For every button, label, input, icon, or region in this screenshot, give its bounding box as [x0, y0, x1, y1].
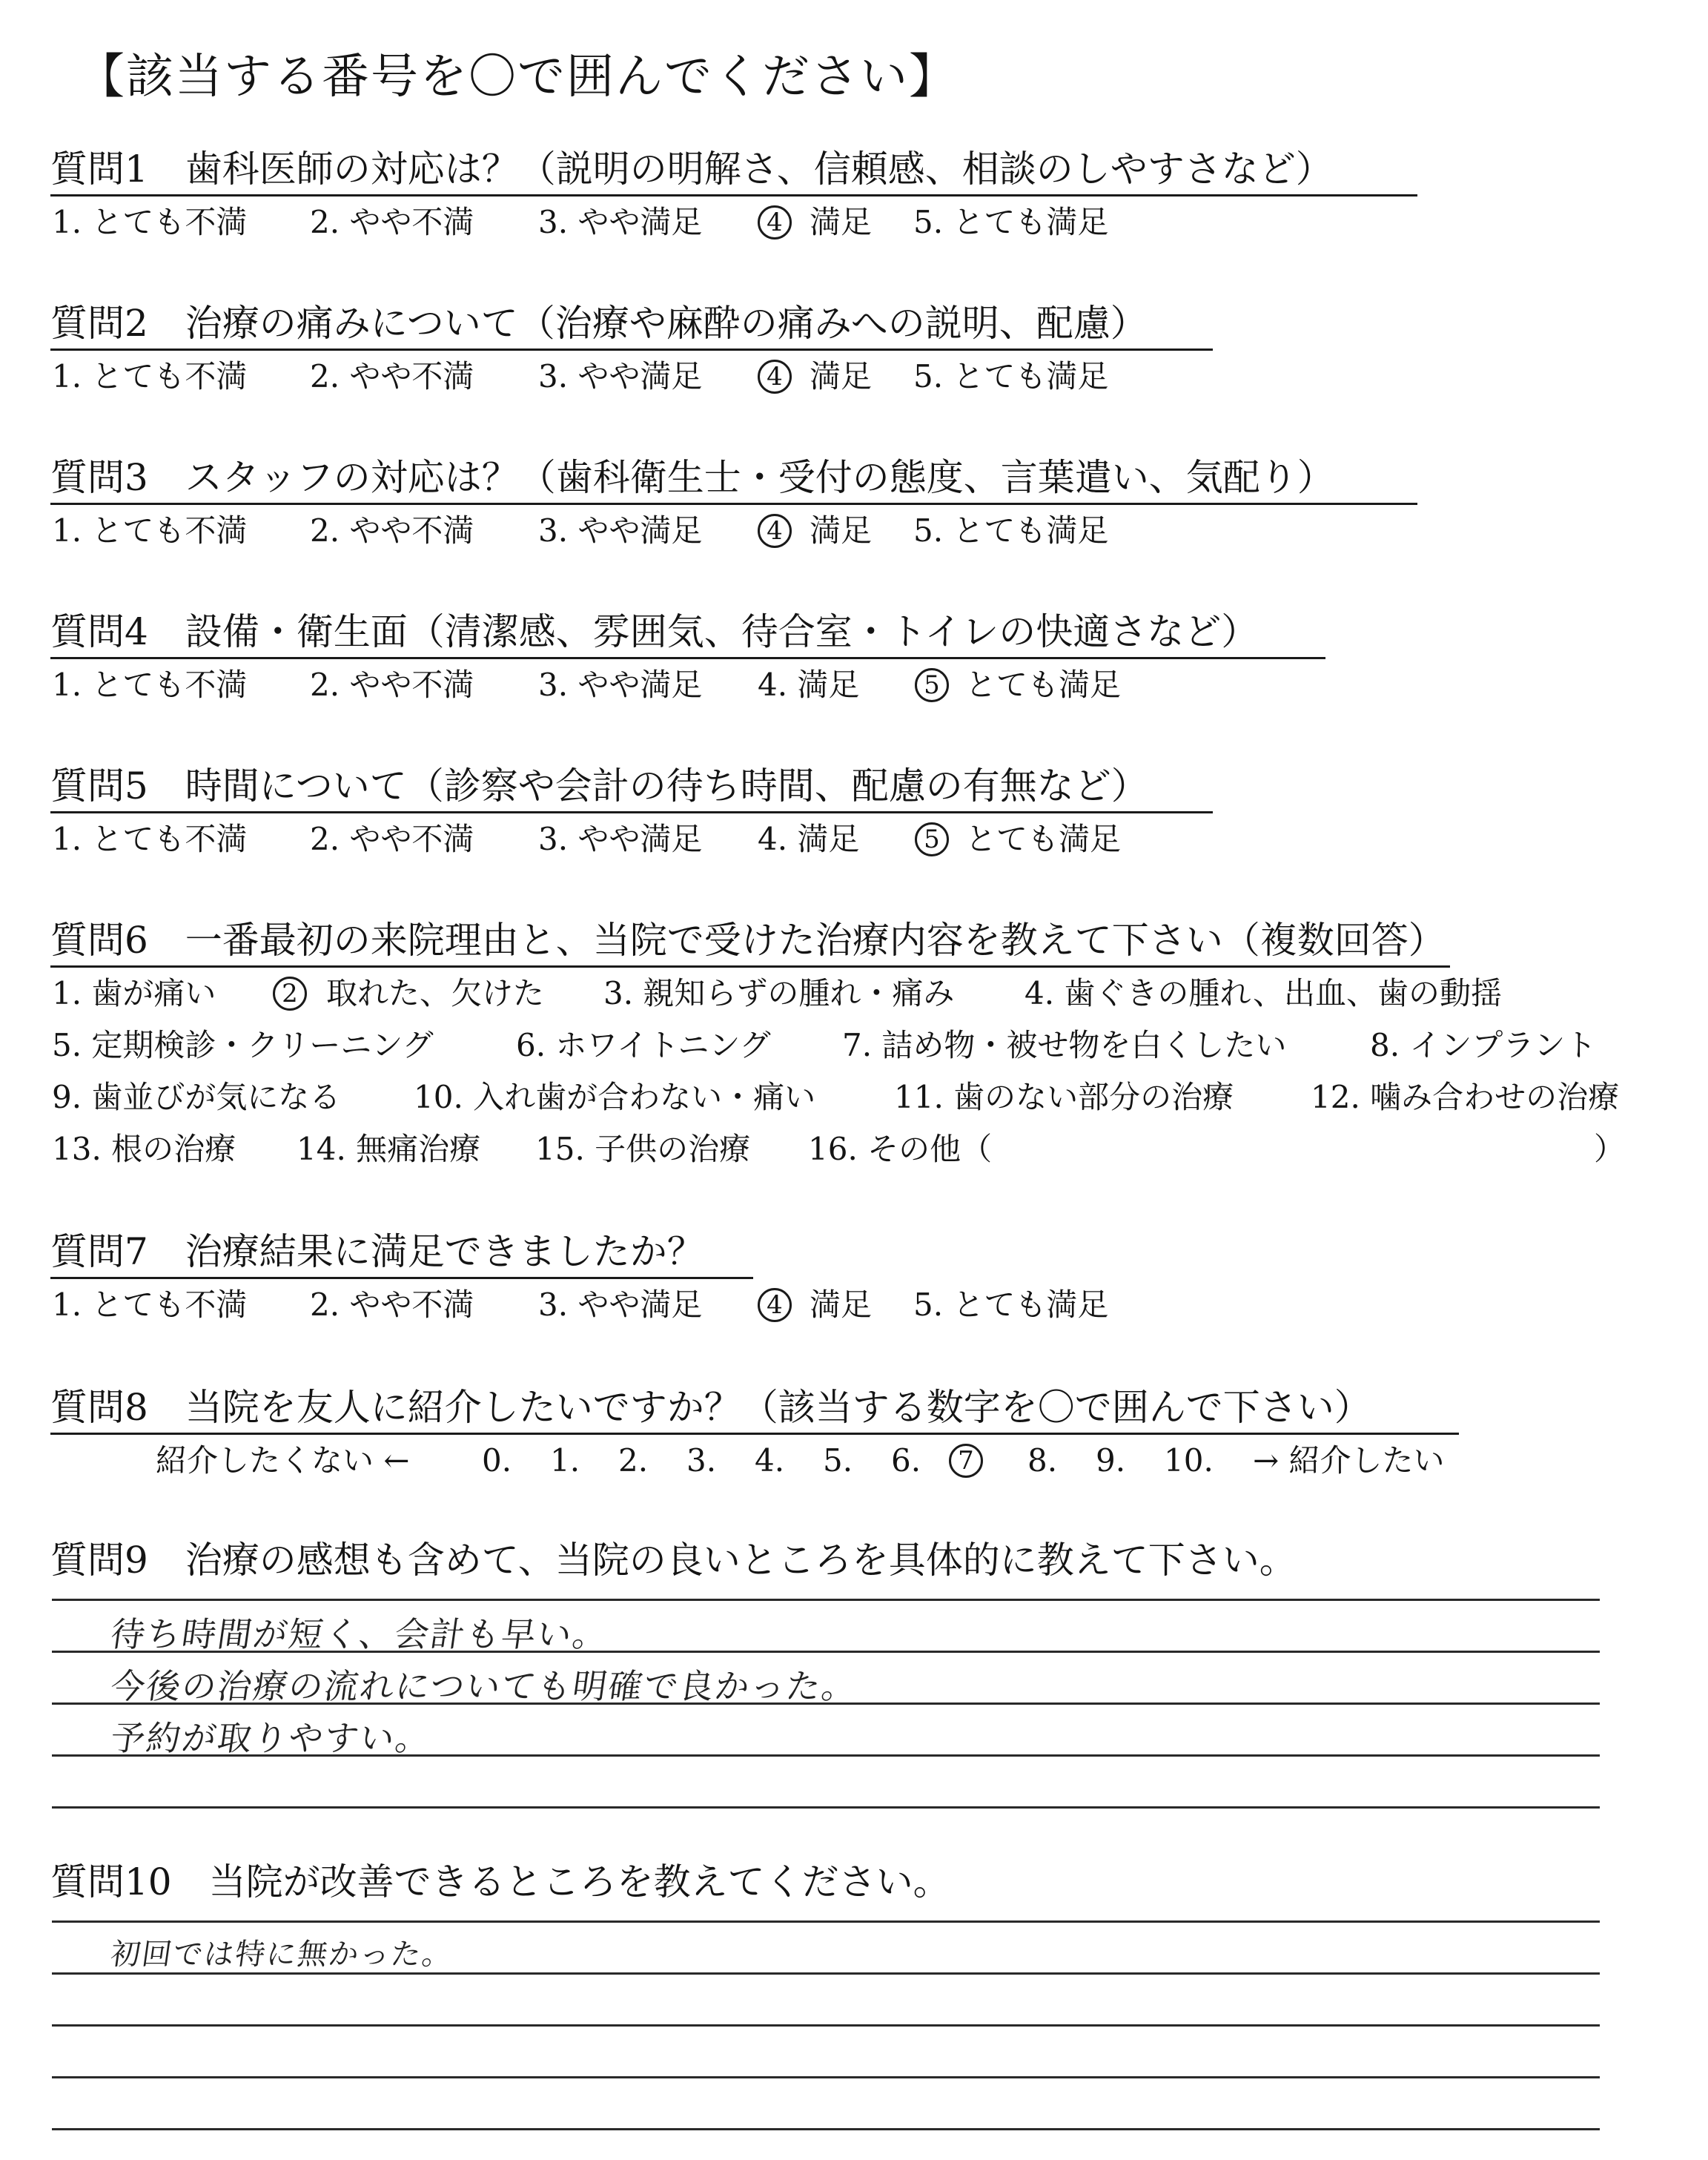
question-1-underline — [50, 194, 1417, 196]
q6-option-12[interactable]: 12. 噛み合わせの治療 — [1311, 1079, 1620, 1115]
question-7-label: 質問7 治療結果に満足できましたか？ — [50, 1230, 704, 1273]
q1-option-4-label: 満足 — [810, 204, 873, 240]
q4-option-1[interactable]: 1. とても不満 — [52, 667, 248, 703]
question-2-options — [52, 356, 1312, 400]
question-3-label: 質問3 スタッフの対応は？（歯科衛生士・受付の態度、言葉遣い、気配り） — [50, 456, 1334, 499]
question-5-underline — [50, 811, 1213, 813]
q8-score-5[interactable]: 5. — [823, 1442, 853, 1479]
answer-line — [52, 1806, 1600, 1809]
q8-score-10[interactable]: 10. — [1164, 1442, 1214, 1479]
q6-option-15[interactable]: 15. 子供の治療 — [535, 1131, 751, 1167]
q6-option-14[interactable]: 14. 無痛治療 — [297, 1131, 481, 1167]
question-6-underline — [50, 965, 1450, 968]
q6-other-close-paren: ） — [1594, 1131, 1626, 1167]
selection-circle: 4 — [758, 514, 792, 548]
q5-option-5-label: とても満足 — [965, 821, 1122, 857]
question-4-label: 質問4 設備・衛生面（清潔感、雰囲気、待合室・トイレの快適さなど） — [50, 610, 1259, 653]
q8-score-9[interactable]: 9. — [1096, 1442, 1126, 1479]
q9-answer-line-3: 予約が取りやすい。 — [107, 1718, 434, 1758]
question-4-options — [52, 664, 1312, 709]
q2-option-4-label: 満足 — [810, 358, 873, 394]
q6-option-11[interactable]: 11. 歯のない部分の治療 — [894, 1079, 1234, 1115]
q8-score-4[interactable]: 4. — [755, 1442, 785, 1479]
answer-line — [52, 2076, 1600, 2078]
question-7-options — [52, 1284, 1312, 1329]
q6-option-3[interactable]: 3. 親知らずの腫れ・痛み — [603, 975, 955, 1011]
question-10-label: 質問10 当院が改善できるところを教えてください。 — [50, 1860, 950, 1903]
q6-option-2-circled[interactable] — [273, 973, 307, 1014]
q7-option-4-label: 満足 — [810, 1287, 873, 1323]
question-2-label: 質問2 治療の痛みについて（治療や麻酔の痛みへの説明、配慮） — [50, 302, 1148, 345]
q3-option-4-circled[interactable] — [758, 510, 792, 552]
q3-option-3[interactable]: 3. やや満足 — [538, 512, 703, 549]
q4-option-4[interactable]: 4. 満足 — [758, 667, 860, 703]
q5-option-2[interactable]: 2. やや不満 — [310, 821, 474, 857]
q2-option-1[interactable]: 1. とても不満 — [52, 358, 248, 394]
q6-option-8[interactable]: 8. インプラント — [1370, 1027, 1597, 1063]
q3-option-4-label: 満足 — [810, 512, 873, 549]
q6-option-1[interactable]: 1. 歯が痛い — [52, 975, 216, 1011]
q5-option-4[interactable]: 4. 満足 — [758, 821, 860, 857]
q6-option-10[interactable]: 10. 入れ歯が合わない・痛い — [414, 1079, 816, 1115]
q7-option-5[interactable]: 5. とても満足 — [913, 1287, 1109, 1323]
q8-right-label: → 紹介したい — [1253, 1442, 1445, 1479]
q9-answer-line-2: 今後の治療の流れについても明確で良かった。 — [107, 1666, 861, 1706]
q6-option-7[interactable]: 7. 詰め物・被せ物を白くしたい — [842, 1027, 1287, 1063]
q6-option-2-label: 取れた、欠けた — [326, 975, 545, 1011]
q6-row-4 — [52, 1129, 1668, 1173]
q3-option-5[interactable]: 5. とても満足 — [913, 512, 1109, 549]
answer-line — [52, 1920, 1600, 1923]
q1-option-3[interactable]: 3. やや満足 — [538, 204, 703, 240]
q9-answer-line-1: 待ち時間が短く、会計も早い。 — [107, 1614, 612, 1654]
question-1-label: 質問1 歯科医師の対応は？（説明の明解さ、信頼感、相談のしやすさなど） — [50, 148, 1333, 191]
question-2-underline — [50, 349, 1213, 351]
q6-option-4[interactable]: 4. 歯ぐきの腫れ、出血、歯の動揺 — [1025, 975, 1502, 1011]
q1-option-1[interactable]: 1. とても不満 — [52, 204, 248, 240]
question-1-options — [52, 202, 1312, 246]
q2-option-3[interactable]: 3. やや満足 — [538, 358, 703, 394]
q3-option-2[interactable]: 2. やや不満 — [310, 512, 474, 549]
answer-line — [52, 2024, 1600, 2027]
q10-answer-line-1: 初回では特に無かった。 — [108, 1938, 456, 1972]
q1-option-5[interactable]: 5. とても満足 — [913, 204, 1109, 240]
q1-option-4-circled[interactable] — [758, 202, 792, 243]
question-3-options — [52, 510, 1312, 555]
selection-circle: 4 — [758, 205, 792, 240]
q7-option-3[interactable]: 3. やや満足 — [538, 1287, 703, 1323]
q2-option-5[interactable]: 5. とても満足 — [913, 358, 1109, 394]
selection-circle: 4 — [758, 1288, 792, 1322]
q8-score-2[interactable]: 2. — [618, 1442, 649, 1479]
q6-row-3 — [52, 1077, 1668, 1121]
q1-option-2[interactable]: 2. やや不満 — [310, 204, 474, 240]
q7-option-2[interactable]: 2. やや不満 — [310, 1287, 474, 1323]
q2-option-2[interactable]: 2. やや不満 — [310, 358, 474, 394]
question-5-label: 質問5 時間について（診察や会計の待ち時間、配慮の有無など） — [50, 764, 1148, 807]
selection-circle: 5 — [915, 822, 949, 856]
q2-option-4-circled[interactable] — [758, 356, 792, 397]
question-3-underline — [50, 503, 1417, 505]
q8-score-0[interactable]: 0. — [482, 1442, 512, 1479]
q6-option-13[interactable]: 13. 根の治療 — [52, 1131, 236, 1167]
answer-line — [52, 1599, 1600, 1601]
q6-option-6[interactable]: 6. ホワイトニング — [516, 1027, 771, 1063]
q8-score-1[interactable]: 1. — [550, 1442, 580, 1479]
q8-score-6[interactable]: 6. — [891, 1442, 921, 1479]
question-7-underline — [50, 1277, 753, 1279]
q5-option-1[interactable]: 1. とても不満 — [52, 821, 248, 857]
page-title: 【該当する番号を〇で囲んでください】 — [77, 50, 958, 105]
q8-scale — [156, 1440, 1490, 1484]
question-8-underline — [50, 1433, 1459, 1435]
question-5-options — [52, 819, 1312, 863]
q8-left-label: 紹介したくない ← — [156, 1442, 410, 1479]
q8-score-7-circled[interactable] — [949, 1440, 983, 1482]
q3-option-1[interactable]: 1. とても不満 — [52, 512, 248, 549]
q8-score-3[interactable]: 3. — [686, 1442, 717, 1479]
question-8-label: 質問8 当院を友人に紹介したいですか？（該当する数字を〇で囲んで下さい） — [50, 1386, 1371, 1429]
question-6-label: 質問6 一番最初の来院理由と、当院で受けた治療内容を教えて下さい（複数回答） — [50, 919, 1446, 962]
q6-row-2 — [52, 1025, 1668, 1069]
q6-row-1 — [52, 973, 1668, 1017]
q4-option-5-label: とても満足 — [965, 667, 1122, 703]
q6-option-5[interactable]: 5. 定期検診・クリーニング — [52, 1027, 434, 1063]
q6-option-9[interactable]: 9. 歯並びが気になる — [52, 1079, 341, 1115]
selection-circle: 2 — [273, 977, 307, 1011]
q5-option-3[interactable]: 3. やや満足 — [538, 821, 703, 857]
q5-option-5-circled[interactable] — [915, 819, 949, 860]
q4-option-2[interactable]: 2. やや不満 — [310, 667, 474, 703]
selection-circle: 5 — [915, 668, 949, 702]
q6-option-16[interactable]: 16. その他（ — [808, 1131, 993, 1167]
answer-line — [52, 2128, 1600, 2130]
q4-option-5-circled[interactable] — [915, 664, 949, 706]
q8-score-8[interactable]: 8. — [1027, 1442, 1058, 1479]
q7-option-4-circled[interactable] — [758, 1284, 792, 1326]
question-4-underline — [50, 657, 1325, 659]
selection-circle: 7 — [949, 1444, 983, 1478]
question-9-label: 質問9 治療の感想も含めて、当院の良いところを具体的に教えて下さい。 — [50, 1539, 1297, 1582]
q7-option-1[interactable]: 1. とても不満 — [52, 1287, 248, 1323]
q4-option-3[interactable]: 3. やや満足 — [538, 667, 703, 703]
selection-circle: 4 — [758, 360, 792, 394]
